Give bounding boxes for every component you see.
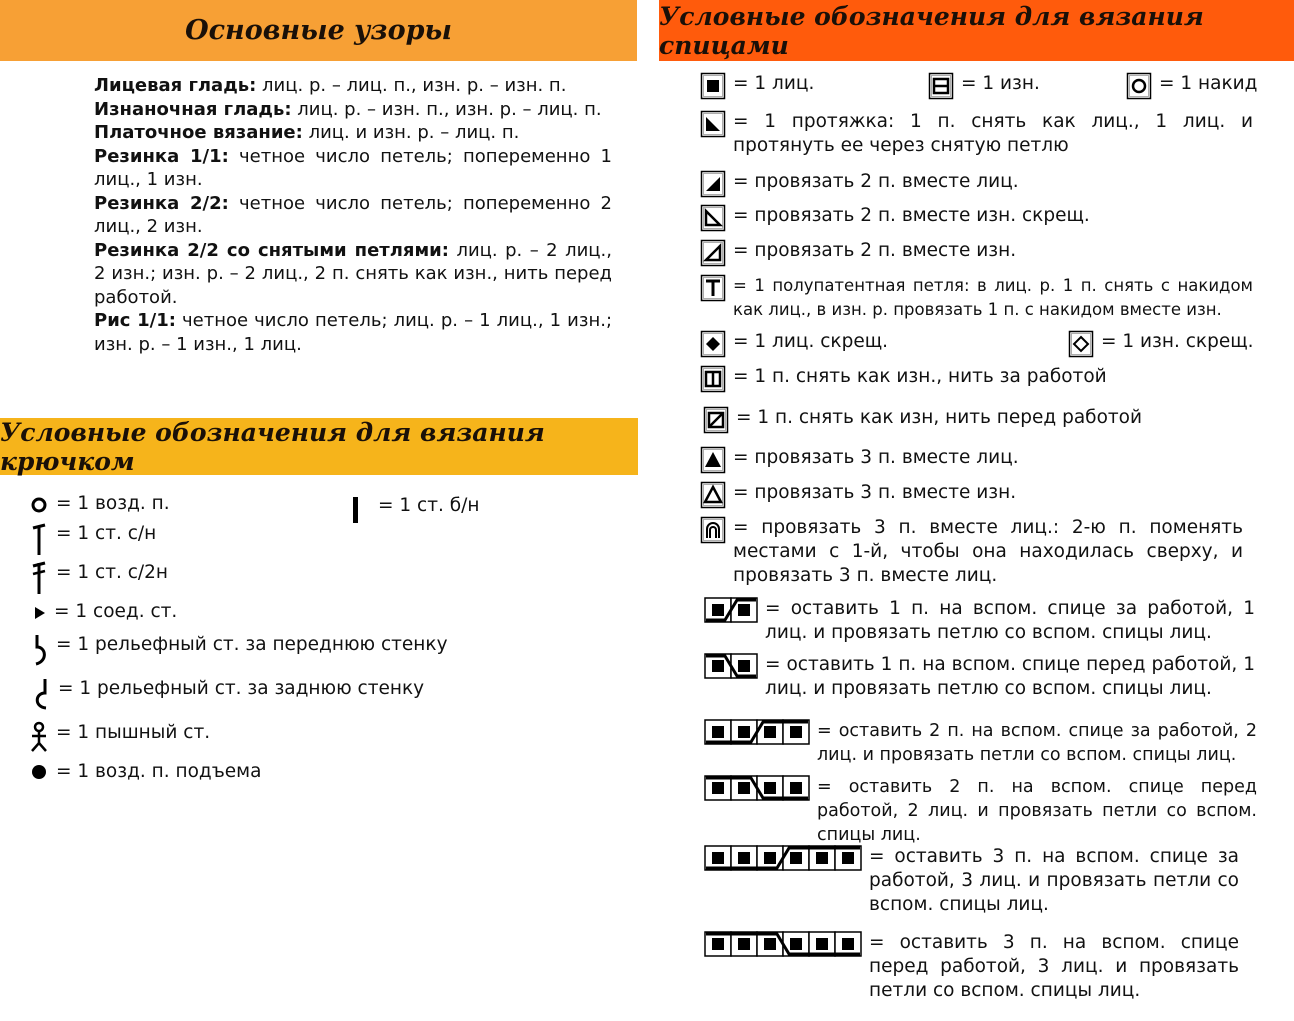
p3tog-icon (700, 481, 727, 509)
puff-stitch-icon (30, 721, 50, 753)
p2tog-icon (700, 239, 727, 267)
crochet-item: = 1 пышный ст. (30, 721, 210, 753)
crochet-item: = 1 соед. ст. (32, 600, 177, 624)
knitting-item: = 1 п. снять как изн., нить за работой (700, 365, 1253, 393)
knitting-item: = 1 протяжка: 1 п. снять как лиц., 1 лиц. и протянуть ее через снятую петлю (700, 110, 1253, 158)
crochet-title: Условные обозначения для вязания крючком (0, 417, 545, 476)
patterns-header (0, 0, 637, 61)
knitting-item: = оставить 1 п. на вспом. спице за работой, 1 лиц. и провязать петлю со вспом. спицы лиц. (704, 597, 1255, 645)
slip-stitch-triangle-icon (32, 600, 48, 624)
half-brioche-icon (700, 274, 727, 302)
knitting-item: = 1 лиц. скрещ. (700, 330, 933, 358)
knitting-item: = 1 лиц. (700, 72, 893, 100)
front-post-icon (32, 633, 50, 667)
knitting-header (659, 0, 1294, 61)
knitting-item: = 1 полупатентная петля: в лиц. р. 1 п. снять с накидом как лиц., в изн. р. провязать 1 п. с накидом вместе изн. (700, 274, 1253, 322)
crochet-item: = 1 возд. п. подъема (30, 760, 261, 784)
crochet-item: = 1 рельефный ст. за переднюю стенку (32, 633, 448, 667)
cable-3-3-back-icon (704, 845, 863, 872)
knitting-item: = провязать 3 п. вместе лиц. (700, 446, 1253, 474)
knitting-item: = провязать 3 п. вместе изн. (700, 481, 1253, 509)
knitting-item: = оставить 1 п. на вспом. спице перед работой, 1 лиц. и провязать петлю со вспом. спицы лиц. (704, 653, 1255, 701)
slip-wyif-icon (703, 406, 730, 434)
knitting-item: = провязать 3 п. вместе лиц.: 2-ю п. поменять местами с 1-й, чтобы она находилась сверху, и провязать 3 п. вместе лиц. (700, 516, 1243, 588)
patterns-list (94, 74, 612, 356)
back-post-icon (32, 677, 52, 711)
cable-1-1-back-icon (704, 597, 759, 624)
chain-stitch-circle-icon (30, 492, 50, 516)
crochet-item: = 1 ст. с/2н (30, 561, 168, 595)
pattern-item: Изнаночная гладь: лиц. р. – изн. п., изн. р. – лиц. п. (94, 98, 602, 120)
purl-line-icon (928, 72, 955, 100)
single-crochet-bar-icon (350, 494, 364, 524)
pattern-item: Рис 1/1: четное число петель; лиц. р. – 1 лиц., 1 изн.; изн. р. – 1 изн., 1 лиц. (94, 310, 613, 355)
pattern-item: Резинка 1/1: четное число петель; попеременно 1 лиц., 1 изн. (94, 145, 613, 190)
knitting-item: = оставить 2 п. на вспом. спице перед работой, 2 лиц. и провязать петли со вспом. спицы лиц. (704, 775, 1257, 847)
knitting-item: = оставить 3 п. на вспом. спице за работой, 3 лиц. и провязать петли со вспом. спицы лиц. (704, 845, 1239, 917)
knitting-title: Условные обозначения для вязания спицами (659, 1, 1204, 60)
cable-1-1-front-icon (704, 653, 759, 680)
knitting-item: = оставить 3 п. на вспом. спице перед работой, 3 лиц. и провязать петли со вспом. спицы лиц. (704, 931, 1239, 1003)
patterns-title: Основные узоры (185, 15, 452, 46)
knitting-item: = провязать 2 п. вместе лиц. (700, 170, 1253, 198)
knitting-item: = 1 накид (1126, 72, 1294, 100)
skp-triangle-icon (700, 110, 727, 138)
p2tog-tbl-icon (700, 204, 727, 232)
turning-chain-dot-icon (30, 760, 50, 784)
crochet-item: = 1 возд. п. (30, 492, 170, 516)
crochet-item: = 1 рельефный ст. за заднюю стенку (32, 677, 424, 711)
k2tog-icon (700, 170, 727, 198)
knitting-item: = 1 изн. (928, 72, 1081, 100)
knit-tbl-diamond-icon (700, 330, 727, 358)
knitting-item: = оставить 2 п. на вспом. спице за работой, 2 лиц. и провязать петли со вспом. спицы лиц. (704, 719, 1257, 767)
cable-2-2-front-icon (704, 775, 811, 802)
yarn-over-circle-icon (1126, 72, 1153, 100)
cable-3-3-front-icon (704, 931, 863, 958)
double-crochet-icon (30, 522, 50, 556)
treble-crochet-icon (30, 561, 50, 595)
pattern-item: Резинка 2/2 со снятыми петлями: лиц. р. – 2 лиц., 2 изн.; изн. р. – 2 лиц., 2 п. снять как изн., нить перед работой. (94, 239, 612, 308)
knitting-item: = провязать 2 п. вместе изн. (700, 239, 1253, 267)
crochet-header (0, 418, 638, 475)
cable-2-2-back-icon (704, 719, 811, 746)
k3tog-crossed-arch-icon (700, 516, 727, 544)
knitting-item: = 1 п. снять как изн, нить перед работой (703, 406, 1256, 434)
purl-tbl-diamond-icon (1068, 330, 1095, 358)
pattern-item: Платочное вязание: лиц. и изн. р. – лиц. п. (94, 122, 520, 143)
knit-square-icon (700, 72, 727, 100)
knitting-item: = провязать 2 п. вместе изн. скрещ. (700, 204, 1253, 232)
crochet-item: = 1 ст. б/н (350, 494, 479, 524)
knitting-item: = 1 изн. скрещ. (1068, 330, 1294, 358)
slip-wyib-icon (700, 365, 727, 393)
pattern-item: Резинка 2/2: четное число петель; попеременно 2 лиц., 2 изн. (94, 192, 613, 237)
k3tog-icon (700, 446, 727, 474)
pattern-item: Лицевая гладь: лиц. р. – лиц. п., изн. р. – изн. п. (94, 75, 567, 96)
crochet-item: = 1 ст. с/н (30, 522, 156, 556)
